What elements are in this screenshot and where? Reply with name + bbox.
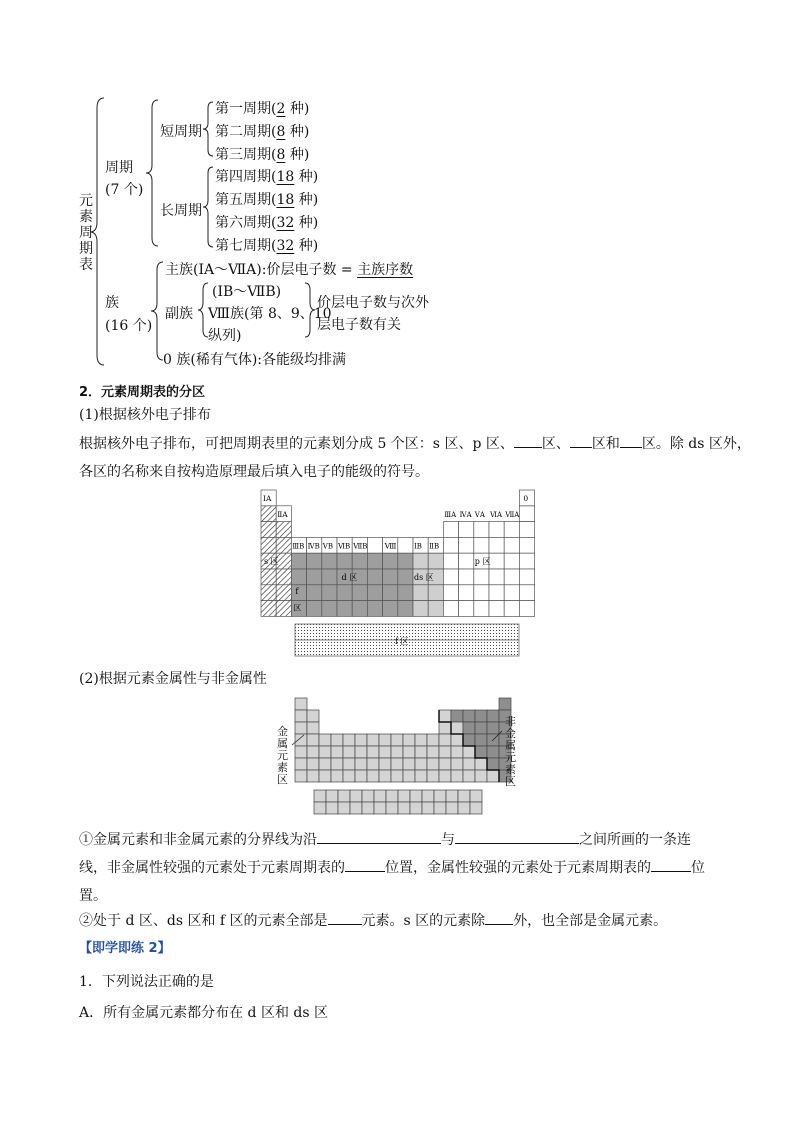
group-label-a: ⅢA (444, 510, 457, 519)
table-cell (350, 790, 362, 802)
group-label-b: ⅥB (338, 542, 351, 551)
period-item-5: 第五周期(18 种) (215, 192, 319, 208)
table-cell (383, 569, 398, 585)
table-cell (379, 770, 391, 782)
table-cell (489, 569, 504, 585)
table-cell (451, 734, 463, 746)
table-cell (276, 537, 291, 553)
table-cell (295, 710, 307, 722)
table-cell (386, 790, 398, 802)
table-cell (307, 722, 319, 734)
table-cell (367, 553, 382, 569)
sub-group-line-2: Ⅷ族(第 8、9、10 (208, 306, 332, 322)
table-cell (487, 770, 499, 782)
table-cell (475, 770, 487, 782)
table-cell (443, 601, 458, 617)
group-label-b: ⅢB (292, 542, 305, 551)
period-item-7: 第七周期(32 种) (215, 238, 319, 254)
table-cell (489, 601, 504, 617)
table-cell (398, 585, 413, 601)
table-cell (295, 770, 307, 782)
table-cell (362, 802, 374, 814)
table-cell (443, 569, 458, 585)
table-cell (374, 802, 386, 814)
table-cell (276, 522, 291, 538)
table-cell (319, 770, 331, 782)
sub-group-line-1: (ⅠB～ⅦB) (212, 284, 282, 300)
table-cell (307, 746, 319, 758)
table-cell (295, 758, 307, 770)
table-cell (470, 790, 482, 802)
table-cell (295, 722, 307, 734)
period-item-4: 第四周期(18 种) (215, 169, 319, 185)
table-cell (322, 553, 337, 569)
table-cell (331, 770, 343, 782)
table-cell (489, 585, 504, 601)
table-cell (446, 802, 458, 814)
table-cell (439, 734, 451, 746)
table-cell (343, 734, 355, 746)
practice-heading: 【即学即练 2】 (79, 941, 171, 956)
table-cell (261, 601, 276, 617)
paragraph-1-line-2: 各区的名称来自按构造原理最后填入电子的能级的符号。 (79, 464, 429, 480)
table-cell (459, 553, 474, 569)
table-cell (443, 537, 458, 553)
short-period-label: 短周期 (160, 124, 202, 140)
table-cell (403, 746, 415, 758)
f-zone-label-bottom: 区 (293, 603, 302, 613)
main-group-line: 主族(ⅠA～ⅦA):价层电子数 = 主族序数 (165, 262, 414, 278)
table-cell (451, 746, 463, 758)
groups-count: (16 个) (105, 318, 153, 334)
table-cell (415, 746, 427, 758)
table-cell (391, 734, 403, 746)
table-cell (331, 746, 343, 758)
table-cell (291, 585, 306, 601)
table-cell (352, 601, 367, 617)
table-cell (367, 734, 379, 746)
table-cell (475, 746, 487, 758)
table-cell (504, 537, 519, 553)
table-cell (295, 734, 307, 746)
table-cell (367, 746, 379, 758)
sub-group-desc-2: 层电子数有关 (317, 317, 401, 333)
table-cell (337, 601, 352, 617)
table-cell (459, 601, 474, 617)
table-cell (446, 790, 458, 802)
groups-label: 族 (105, 295, 119, 311)
table-cell (331, 758, 343, 770)
period-item-1: 第一周期(2 种) (215, 101, 310, 117)
metal-nonmetal-figure (270, 693, 530, 818)
table-cell (307, 569, 322, 585)
question-2: ②处于 d 区、ds 区和 f 区的元素全部是 元素。s 区的元素除 外，也全部是金属元素。 (79, 913, 668, 929)
table-cell (487, 722, 499, 734)
table-cell (463, 746, 475, 758)
table-cell (398, 569, 413, 585)
table-cell (519, 585, 534, 601)
ds-zone-label: ds 区 (414, 573, 434, 582)
table-cell (326, 790, 338, 802)
table-cell (261, 569, 276, 585)
table-cell (489, 522, 504, 538)
table-cell (459, 522, 474, 538)
table-cell (459, 585, 474, 601)
table-cell (439, 710, 451, 722)
table-cell (463, 710, 475, 722)
table-cell (355, 746, 367, 758)
group-label-a: ⅦA (505, 510, 520, 519)
table-cell (451, 710, 463, 722)
table-cell (463, 770, 475, 782)
table-cell (398, 537, 413, 553)
long-brace (203, 167, 213, 247)
table-cell (475, 710, 487, 722)
table-cell (463, 734, 475, 746)
periods-count: (7 个) (105, 182, 144, 198)
table-cell (474, 522, 489, 538)
table-cell (504, 601, 519, 617)
d-zone-label: d 区 (341, 573, 358, 582)
f-zone-row-label: f 区 (395, 637, 409, 646)
table-cell (413, 601, 428, 617)
table-cell (439, 746, 451, 758)
table-cell (379, 734, 391, 746)
table-cell (415, 734, 427, 746)
table-cell (403, 734, 415, 746)
short-brace (203, 102, 213, 156)
group-label-IIA: ⅡA (277, 509, 288, 519)
periods-brace (146, 100, 158, 246)
table-cell (519, 522, 534, 538)
table-cell (343, 770, 355, 782)
group-label-a: ⅣA (459, 510, 472, 519)
table-cell (367, 585, 382, 601)
table-cell (307, 770, 319, 782)
table-cell (319, 758, 331, 770)
paragraph-1-line-1: 根据核外电子排布，可把周期表里的元素划分成 5 个区：s 区、p 区、 区、 区和 区。除 ds 区外， (79, 436, 751, 452)
table-cell (391, 770, 403, 782)
table-cell (504, 569, 519, 585)
table-cell (519, 537, 534, 553)
table-cell (415, 758, 427, 770)
table-cell (322, 569, 337, 585)
table-cell (470, 802, 482, 814)
group-label-a: ⅤA (474, 510, 485, 519)
table-cell (403, 770, 415, 782)
table-cell (331, 734, 343, 746)
metal-zone-label: 金属元素区 (277, 725, 288, 786)
question-1-line-2: 线，非金属性较强的元素处于元素周期表的 位置，金属性较强的元素处于元素周期表的 位 (79, 860, 705, 876)
table-cell (355, 770, 367, 782)
group-label-IB: ⅠB (414, 542, 422, 551)
table-cell (383, 585, 398, 601)
table-cell (410, 790, 422, 802)
table-cell (427, 758, 439, 770)
sub-group-line-3: 纵列) (208, 328, 242, 344)
table-cell (383, 553, 398, 569)
table-cell (443, 585, 458, 601)
table-cell (434, 790, 446, 802)
table-cell (439, 758, 451, 770)
table-cell (352, 553, 367, 569)
table-cell (291, 569, 306, 585)
table-cell (314, 802, 326, 814)
table-cell (338, 802, 350, 814)
table-cell (475, 734, 487, 746)
table-cell (427, 734, 439, 746)
table-cell (307, 585, 322, 601)
table-cell (489, 537, 504, 553)
table-cell (367, 537, 382, 553)
table-cell (415, 770, 427, 782)
table-cell (413, 553, 428, 569)
subsection-2: (2)根据元素金属性与非金属性 (79, 671, 267, 687)
table-cell (398, 601, 413, 617)
table-cell (487, 710, 499, 722)
table-cell (352, 585, 367, 601)
table-cell (504, 585, 519, 601)
table-cell (355, 758, 367, 770)
block-periodic-table-figure (255, 488, 540, 660)
table-cell (261, 585, 276, 601)
groups-brace (151, 262, 163, 360)
section-title: 2．元素周期表的分区 (79, 385, 206, 400)
group-label-b: ⅣB (307, 542, 320, 551)
question-1-line-1: ①金属元素和非金属元素的分界线为沿 与 之间所画的一条连 (79, 832, 691, 848)
table-cell (475, 722, 487, 734)
group-label-a: ⅥA (490, 510, 503, 519)
table-cell (261, 522, 276, 538)
table-cell (350, 802, 362, 814)
table-cell (291, 553, 306, 569)
table-cell (422, 790, 434, 802)
sub-group-label: 副族 (165, 306, 193, 322)
long-period-label: 长周期 (160, 203, 202, 219)
table-cell (451, 770, 463, 782)
table-cell (439, 770, 451, 782)
table-cell (295, 746, 307, 758)
table-cell (474, 569, 489, 585)
table-cell (474, 585, 489, 601)
table-cell (443, 553, 458, 569)
table-cell (451, 758, 463, 770)
table-cell (434, 802, 446, 814)
table-cell (398, 553, 413, 569)
table-cell (474, 601, 489, 617)
table-cell (307, 601, 322, 617)
table-cell (319, 746, 331, 758)
table-cell (343, 746, 355, 758)
subsection-1: (1)根据核外电子排布 (79, 407, 211, 423)
table-cell (367, 569, 382, 585)
table-cell (391, 758, 403, 770)
table-cell (427, 770, 439, 782)
table-cell (474, 537, 489, 553)
table-cell (319, 734, 331, 746)
table-cell (422, 802, 434, 814)
table-cell (314, 790, 326, 802)
table-cell (428, 601, 443, 617)
table-cell (276, 601, 291, 617)
table-cell (428, 585, 443, 601)
table-cell (504, 522, 519, 538)
group-label-IA: ⅠA (263, 494, 272, 503)
table-cell (475, 758, 487, 770)
group-label-b: ⅤB (322, 542, 334, 551)
periods-label: 周期 (105, 160, 133, 176)
table-cell (326, 802, 338, 814)
outline-root-label: 元素周期表 (79, 193, 93, 273)
table-cell (439, 722, 451, 734)
table-cell (451, 722, 463, 734)
period-item-2: 第二周期(8 种) (215, 124, 310, 140)
table-cell (519, 601, 534, 617)
s-zone-label: s 区 (264, 557, 279, 567)
table-cell (463, 722, 475, 734)
nonmetal-zone-label: 非金属元素区 (505, 715, 516, 788)
table-cell (383, 601, 398, 617)
table-cell (322, 585, 337, 601)
table-cell (459, 537, 474, 553)
zero-group-line: 0 族(稀有气体):各能级均排满 (163, 352, 346, 368)
table-cell (487, 746, 499, 758)
table-cell (410, 802, 422, 814)
table-cell (519, 553, 534, 569)
table-cell (367, 770, 379, 782)
p-zone-label: p 区 (474, 557, 491, 567)
table-cell (427, 746, 439, 758)
table-cell (307, 758, 319, 770)
table-cell (489, 553, 504, 569)
table-cell (343, 758, 355, 770)
group-label-0: 0 (523, 494, 529, 503)
table-cell (504, 553, 519, 569)
table-cell (307, 553, 322, 569)
table-cell (458, 790, 470, 802)
table-cell (499, 698, 511, 710)
group-label-VIII: Ⅷ (384, 541, 397, 551)
sub-brace (198, 283, 208, 337)
practice-option-a: A．所有金属元素都分布在 d 区和 ds 区 (79, 1005, 329, 1021)
table-cell (379, 746, 391, 758)
table-cell (413, 585, 428, 601)
table-cell (367, 758, 379, 770)
period-item-6: 第六周期(32 种) (215, 215, 319, 231)
table-cell (261, 506, 276, 522)
table-cell (463, 758, 475, 770)
practice-question-1: 1．下列说法正确的是 (79, 974, 214, 990)
table-cell (398, 790, 410, 802)
table-cell (519, 506, 534, 522)
sub-group-desc-1: 价层电子数与次外 (317, 295, 429, 311)
table-cell (276, 569, 291, 585)
table-cell (362, 790, 374, 802)
table-cell (367, 601, 382, 617)
table-cell (391, 746, 403, 758)
table-cell (379, 758, 391, 770)
table-cell (337, 553, 352, 569)
table-cell (386, 802, 398, 814)
table-cell (307, 734, 319, 746)
table-cell (355, 734, 367, 746)
group-label-b: ⅦB (353, 542, 368, 551)
table-cell (443, 522, 458, 538)
table-cell (428, 553, 443, 569)
table-cell (322, 601, 337, 617)
table-cell (459, 569, 474, 585)
table-cell (338, 790, 350, 802)
table-cell (295, 698, 307, 710)
table-cell (261, 537, 276, 553)
table-cell (307, 710, 319, 722)
question-1-line-3: 置。 (79, 888, 107, 904)
table-cell (519, 569, 534, 585)
table-cell (276, 585, 291, 601)
period-item-3: 第三周期(8 种) (215, 147, 310, 163)
f-zone-label-top: f (295, 586, 299, 596)
table-cell (403, 758, 415, 770)
table-cell (487, 758, 499, 770)
table-cell (398, 802, 410, 814)
table-cell (337, 585, 352, 601)
group-label-IIB: ⅡB (429, 542, 440, 551)
table-cell (458, 802, 470, 814)
table-cell (374, 790, 386, 802)
